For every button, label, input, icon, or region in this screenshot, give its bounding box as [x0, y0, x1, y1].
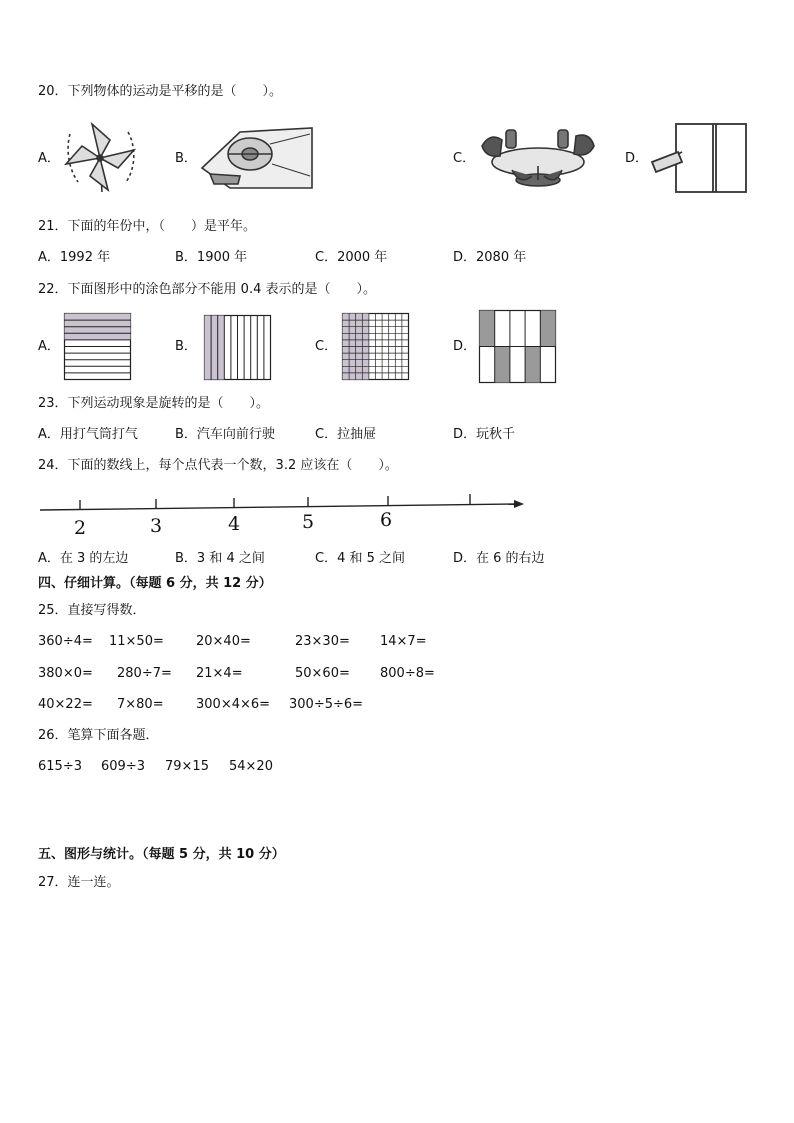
sliding-door-icon — [648, 122, 748, 194]
question-23-text: 23．下列运动现象是旋转的是（ ）。 — [38, 396, 270, 411]
calc-item: 7×80= — [117, 697, 164, 712]
written-calc-item: 54×20 — [229, 759, 273, 774]
calc-item: 11×50= — [109, 634, 164, 649]
q22-figure-a — [64, 313, 132, 381]
calc-item: 360÷4= — [38, 634, 93, 649]
calc-item: 380×0= — [38, 666, 93, 681]
q20-option-a-label: A． — [38, 151, 60, 166]
q21-option-a: A．1992 年 — [38, 250, 111, 265]
q22-figure-b — [204, 315, 272, 381]
q22-option-b-label: B． — [175, 339, 197, 354]
section-4-title: 四、仔细计算。（每题 6 分，共 12 分） — [38, 576, 272, 591]
q20-option-c-label: C． — [453, 151, 476, 166]
q21-option-d: D．2080 年 — [453, 250, 527, 265]
question-25-text: 25．直接写得数． — [38, 603, 146, 618]
section-5-title: 五、图形与统计。（每题 5 分，共 10 分） — [38, 847, 285, 862]
q21-option-c: C．2000 年 — [315, 250, 388, 265]
question-20-text: 20．下列物体的运动是平移的是（ ）。 — [38, 84, 283, 99]
calc-item: 300×4×6= — [196, 697, 271, 712]
q24-option-a: A．在 3 的左边 — [38, 551, 129, 566]
q22-option-c-label: C． — [315, 339, 338, 354]
pinwheel-icon — [62, 118, 138, 192]
calc-item: 280÷7= — [117, 666, 172, 681]
question-24-text: 24．下面的数线上，每个点代表一个数，3.2 应该在（ ）。 — [38, 458, 398, 473]
question-27-text: 27．连一连。 — [38, 875, 120, 890]
q20-option-d-label: D． — [625, 151, 649, 166]
q23-option-c: C．拉抽屉 — [315, 427, 377, 442]
calc-item: 21×4= — [196, 666, 243, 681]
number-line-tick-6: 6 — [380, 509, 393, 531]
question-22-text: 22．下面图形中的涂色部分不能用 0.4 表示的是（ ）。 — [38, 282, 376, 297]
q23-option-d: D．玩秋千 — [453, 427, 516, 442]
written-calc-item: 615÷3 — [38, 759, 82, 774]
q22-option-a-label: A． — [38, 339, 60, 354]
question-21-text: 21．下面的年份中，（ ）是平年。 — [38, 219, 257, 234]
number-line-tick-2: 2 — [74, 517, 87, 539]
q23-option-b: B．汽车向前行驶 — [175, 427, 275, 442]
q24-option-d: D．在 6 的右边 — [453, 551, 545, 566]
q21-option-b: B．1900 年 — [175, 250, 248, 265]
q20-option-b-label: B． — [175, 151, 197, 166]
calc-item: 14×7= — [380, 634, 427, 649]
number-line-tick-5: 5 — [302, 511, 315, 533]
number-line-tick-4: 4 — [228, 513, 241, 535]
calc-item: 300÷5÷6= — [289, 697, 364, 712]
number-line-tick-3: 3 — [150, 515, 163, 537]
q22-option-d-label: D． — [453, 339, 477, 354]
q22-figure-d — [479, 310, 557, 384]
calc-item: 50×60= — [295, 666, 350, 681]
q22-figure-c — [342, 313, 410, 381]
written-calc-item: 609÷3 — [101, 759, 145, 774]
steering-wheel-icon — [200, 124, 314, 192]
question-26-text: 26．笔算下面各题． — [38, 728, 159, 743]
number-line — [38, 492, 528, 538]
written-calc-item: 79×15 — [165, 759, 209, 774]
calc-item: 40×22= — [38, 697, 93, 712]
q24-option-b: B．3 和 4 之间 — [175, 551, 265, 566]
q24-option-c: C．4 和 5 之间 — [315, 551, 406, 566]
q23-option-a: A．用打气筒打气 — [38, 427, 138, 442]
calc-item: 20×40= — [196, 634, 251, 649]
merry-go-round-icon — [476, 126, 600, 190]
calc-item: 800÷8= — [380, 666, 435, 681]
calc-item: 23×30= — [295, 634, 350, 649]
